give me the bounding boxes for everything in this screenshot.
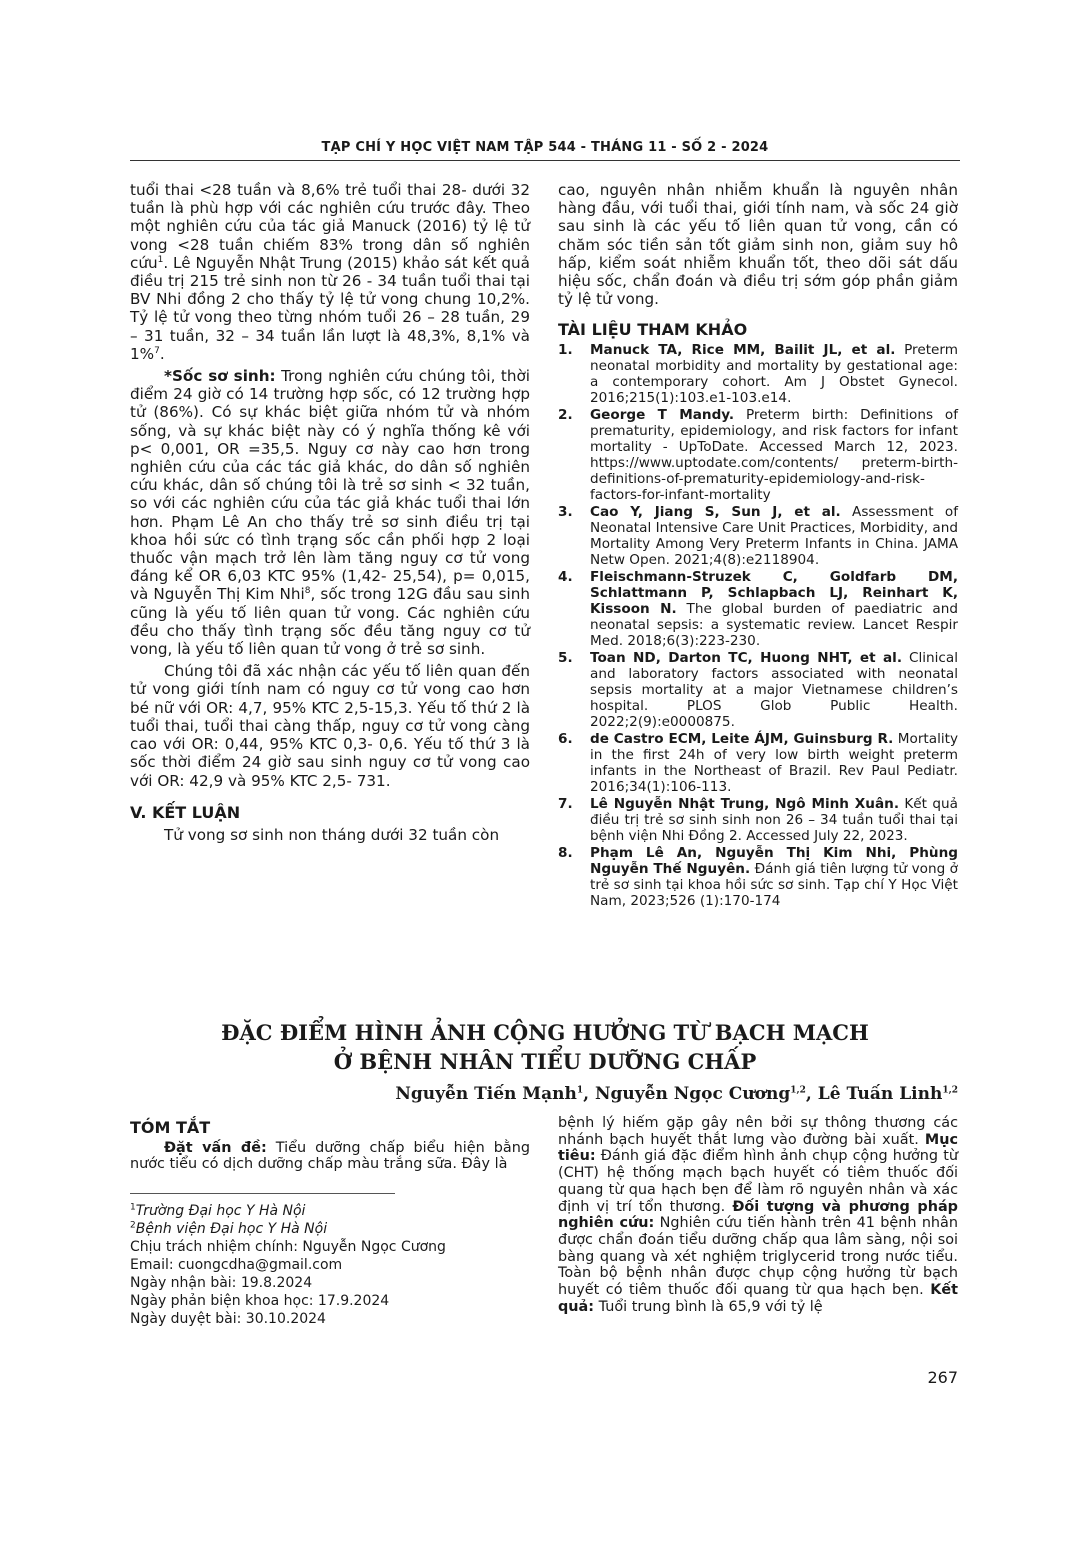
text-run: Nghiên cứu tiến hành trên 41 bệnh nhân được chẩn đoán tiểu dưỡng chấp qua lâm sàng, nội soi bàng quang và xét nghiệm triglycerid trong nước tiểu. Toàn bộ bệnh nhân được chụp cộng hưởng từ bạch huyết có tiêm thuốc đối quang từ qua hạch bẹn. xyxy=(558,1215,958,1299)
reference-number: 5. xyxy=(558,649,573,666)
reference-item xyxy=(558,407,958,503)
author-separator: , xyxy=(583,1084,595,1104)
paragraph-lead: *Sốc sơ sinh: xyxy=(164,367,276,386)
affiliation-sup: 2 xyxy=(130,1220,136,1231)
reference-item xyxy=(558,796,958,844)
affiliation-1 xyxy=(130,1202,530,1220)
footnote-rule xyxy=(130,1193,395,1194)
reference-number: 7. xyxy=(558,795,573,812)
reference-number: 3. xyxy=(558,503,573,520)
section-heading-ket-luan: V. KẾT LUẬN xyxy=(130,802,241,822)
affiliation-2 xyxy=(130,1220,530,1238)
reference-text: Preterm neonatal morbidity and mortality by gestational age: a contemporary cohort. Am J Obstet Gynecol. 2016;215(1):103.e1-103.e14. xyxy=(590,341,958,406)
reference-item xyxy=(558,845,958,909)
author-name: Lê Tuấn Linh xyxy=(817,1084,943,1104)
reference-authors: Lê Nguyễn Nhật Trung, Ngô Minh Xuân. xyxy=(590,795,899,812)
author-list xyxy=(130,1084,958,1104)
reference-authors: de Castro ECM, Leite ÁJM, Guinsburg R. xyxy=(590,730,894,747)
reference-authors: George T Mandy. xyxy=(590,406,735,423)
abstract-right-paragraph xyxy=(558,1115,958,1315)
text-run: . Lê Nguyễn Nhật Trung (2015) khảo sát kết quả điều trị 215 trẻ sinh non từ 26 - 34 tuần tuổi thai tại BV Nhi đồng 2 cho thấy tỷ lệ tử vong chung 10,2%. Tỷ lệ tử vong theo từng nhóm tuổi 26 – 28 tuần, 29 – 31 tuần, 32 – 34 tuần lần lượt là 48,3%, 8,1% và 1% xyxy=(130,253,530,363)
abstract-right-column xyxy=(558,1115,958,1315)
text-run: bệnh lý hiếm gặp gây nên bởi sự thông thương các nhánh bạch huyết thắt lưng vào đường bài xuất. xyxy=(558,1115,958,1148)
reference-text: The global burden of paediatric and neonatal sepsis: a systematic review. Lancet Respir Med. 2018;6(3):223-230. xyxy=(590,600,958,649)
header-rule xyxy=(130,160,960,161)
text-run: Đánh giá đặc điểm hình ảnh chụp cộng hưởng từ (CHT) hệ thống mạch bạch huyết có tiêm thuốc đối quang từ qua hạch bẹn để làm rõ nguyên nhân và xác định vị trí tổn thương. xyxy=(558,1148,958,1215)
paragraph-lead: Đối tượng và phương pháp nghiên cứu: xyxy=(558,1198,958,1232)
date-received: Ngày nhận bài: 19.8.2024 xyxy=(130,1275,313,1292)
affiliation-text: Trường Đại học Y Hà Nội xyxy=(135,1203,306,1220)
reference-authors: Phạm Lê An, Nguyễn Thị Kim Nhi, Phùng Nguyễn Thế Nguyên. xyxy=(590,844,958,877)
left-paragraph-1 xyxy=(130,181,530,363)
references-heading: TÀI LIỆU THAM KHẢO xyxy=(558,320,748,340)
reference-item xyxy=(558,731,958,795)
page-number: 267 xyxy=(927,1368,958,1387)
reference-text: Đánh giá tiên lượng tử vong ở trẻ sơ sinh tại khoa hồi sức sơ sinh. Tạp chí Y Học Việt Nam, 2023;526 (1):170-174 xyxy=(590,860,958,909)
reference-authors: Fleischmann-Struzek C, Goldfarb DM, Schlattmann P, Schlapbach LJ, Reinhart K, Kissoon N. xyxy=(590,568,958,617)
article-title-line-1: ĐẶC ĐIỂM HÌNH ẢNH CỘNG HƯỞNG TỪ BẠCH MẠCH xyxy=(221,1020,869,1045)
reference-number: 2. xyxy=(558,406,573,423)
reference-item xyxy=(558,650,958,730)
citation-sup: 7 xyxy=(154,345,160,356)
reference-authors: Toan ND, Darton TC, Huong NHT, et al. xyxy=(590,649,903,666)
reference-number: 6. xyxy=(558,730,573,747)
paragraph-lead: Đặt vấn đề: xyxy=(164,1139,267,1156)
text-run: . xyxy=(159,344,165,363)
corresponding-author: Chịu trách nhiệm chính: Nguyễn Ngọc Cương xyxy=(130,1239,446,1256)
paragraph-lead: Kết quả: xyxy=(558,1282,958,1315)
references-list xyxy=(558,342,958,909)
reference-text: Mortality in the first 24h of very low birth weight preterm infants in the Northeast of Brazil. Rev Paul Pediatr. 2016;34(1):106-113. xyxy=(590,730,958,795)
footnotes xyxy=(130,1202,530,1328)
left-column xyxy=(130,181,530,844)
reference-text: Kết quả điều trị trẻ sơ sinh sinh non 26 – 34 tuần tuổi thai tại bệnh viện Nhi Đồng 2. Accessed July 22, 2023. xyxy=(590,795,958,844)
reference-authors: Manuck TA, Rice MM, Bailit JL, et al. xyxy=(590,341,896,358)
reference-text: Preterm birth: Definitions of prematurity, epidemiology, and risk factors for infant mortality - UpToDate. Accessed March 12, 2023. https://www.uptodate.com/contents/ preterm-birth-definitions-of-prematurity-epidemiology-and-risk-factors-for-infant-mortality xyxy=(590,406,958,503)
abstract-left-paragraph xyxy=(130,1140,530,1173)
affiliation-text: Bệnh viện Đại học Y Hà Nội xyxy=(135,1221,328,1238)
reference-item xyxy=(558,342,958,406)
reference-item xyxy=(558,569,958,649)
date-accepted: Ngày duyệt bài: 30.10.2024 xyxy=(130,1311,326,1328)
reference-text: Assessment of Neonatal Intensive Care Unit Practices, Morbidity, and Mortality Among Very Preterm Infants in China. JAMA Netw Open. 2021;4(8):e2118904. xyxy=(590,503,958,568)
left-paragraph-4: Tử vong sơ sinh non tháng dưới 32 tuần còn xyxy=(164,825,500,844)
right-paragraph-1: cao, nguyên nhân nhiễm khuẩn là nguyên nhân hàng đầu, với tuổi thai, giới tính nam, và sốc 24 giờ sau sinh là các yếu tố liên quan tử vong, cần có chăm sóc tiền sản tốt giảm sinh non, giảm suy hô hấp, kiểm soát nhiễm khuẩn tốt, theo dõi sát dấu hiệu sốc, chẩn đoán và điều trị sớm góp phần giảm tỷ lệ tử vong. xyxy=(558,181,958,309)
author-separator: , xyxy=(805,1084,818,1104)
citation-sup: 8 xyxy=(304,586,311,597)
citation-sup: 1 xyxy=(157,254,164,265)
reference-number: 8. xyxy=(558,844,573,861)
left-paragraph-2 xyxy=(130,367,530,658)
text-run: Tuổi trung bình là 65,9 với tỷ lệ xyxy=(594,1298,823,1315)
paragraph-lead: Mục tiêu: xyxy=(558,1131,958,1165)
text-run: Trong nghiên cứu chúng tôi, thời điểm 24 giờ có 14 trường hợp sốc, có 12 trường hợp tử (86%). Có sự khác biệt giữa nhóm tử và nhóm sống, và sự khác biệt này có ý nghĩa thống kê với p< 0,001, OR =35,5. Nguy cơ này cao hơn trong nghiên cứu của các tác giả khác, do dân số nghiên cứu khác, dân số chúng tôi là trẻ sơ sinh < 32 tuần, so với các nghiên cứu của tác giả khác tuổi thai lớn hơn. Phạm Lê An cho thấy trẻ sơ sinh điều trị tại khoa hồi sức có tình trạng sốc cần phối hợp 2 loại thuốc vận mạch trở lên làm tăng nguy cơ tử vong đáng kể OR 6,03 KTC 95% (1,42- 25,54), p= 0,015, và Nguyễn Thị Kim Nhi xyxy=(130,367,531,604)
text-run: , sốc trong 12G đầu sau sinh cũng là yếu tố liên quan tử vong. Các nghiên cứu đều cho thấy tình trạng sốc đều tăng nguy cơ tử vong, là yếu tố liên quan tử vong ở trẻ sơ sinh. xyxy=(130,585,530,659)
right-column xyxy=(558,181,958,910)
author-affiliation-sup: 1,2 xyxy=(942,1085,958,1096)
author-name: Nguyễn Tiến Mạnh xyxy=(395,1084,577,1104)
affiliation-sup: 1 xyxy=(130,1202,136,1213)
article-title xyxy=(130,1018,960,1076)
left-paragraph-3: Chúng tôi đã xác nhận các yếu tố liên quan đến tử vong giới tính nam có nguy cơ tử vong cao hơn bé nữ với OR: 4,7, 95% KTC 2,5-15,3. Yếu tố thứ 2 là tuổi thai, tuổi thai càng thấp, nguy cơ tử vong càng cao với OR: 0,44, 95% KTC 0,3- 0,6. Yếu tố thứ 3 là sốc thời điểm 24 giờ sau sinh nguy cơ tử vong cao với OR: 42,9 và 95% KTC 2,5- 731. xyxy=(130,662,530,790)
author-affiliation-sup: 1 xyxy=(576,1085,584,1096)
article-title-line-2: Ở BỆNH NHÂN TIỂU DƯỠNG CHẤP xyxy=(333,1049,757,1074)
text-run: tuổi thai <28 tuần và 8,6% trẻ tuổi thai 28- dưới 32 tuần là phù hợp với các nghiên cứu trước đây. Theo một nghiên cứu của tác giả Manuck (2016) tỷ lệ tử vong <28 tuần chiếm 83% trong dân số nghiên cứu xyxy=(130,181,530,272)
email-line: Email: cuongcdha@gmail.com xyxy=(130,1257,343,1274)
reference-number: 4. xyxy=(558,568,573,585)
reference-item xyxy=(558,504,958,568)
reference-text: Clinical and laboratory factors associated with neonatal sepsis mortality at a major Vietnamese children’s hospital. PLOS Glob Public Health. 2022;2(9):e0000875. xyxy=(590,649,959,730)
reference-authors: Cao Y, Jiang S, Sun J, et al. xyxy=(590,503,841,520)
abstract-heading: TÓM TẮT xyxy=(130,1118,211,1137)
author-affiliation-sup: 1,2 xyxy=(790,1085,806,1096)
date-reviewed: Ngày phản biện khoa học: 17.9.2024 xyxy=(130,1293,390,1310)
author-name: Nguyễn Ngọc Cương xyxy=(594,1084,791,1104)
journal-header: TẠP CHÍ Y HỌC VIỆT NAM TẬP 544 - THÁNG 11 - SỐ 2 - 2024 xyxy=(321,140,769,155)
reference-number: 1. xyxy=(558,341,573,358)
abstract-left-column xyxy=(130,1120,530,1328)
text-run: Tiểu dưỡng chấp biểu hiện bằng nước tiểu có dịch dưỡng chấp màu trắng sữa. Đây là xyxy=(130,1139,530,1173)
